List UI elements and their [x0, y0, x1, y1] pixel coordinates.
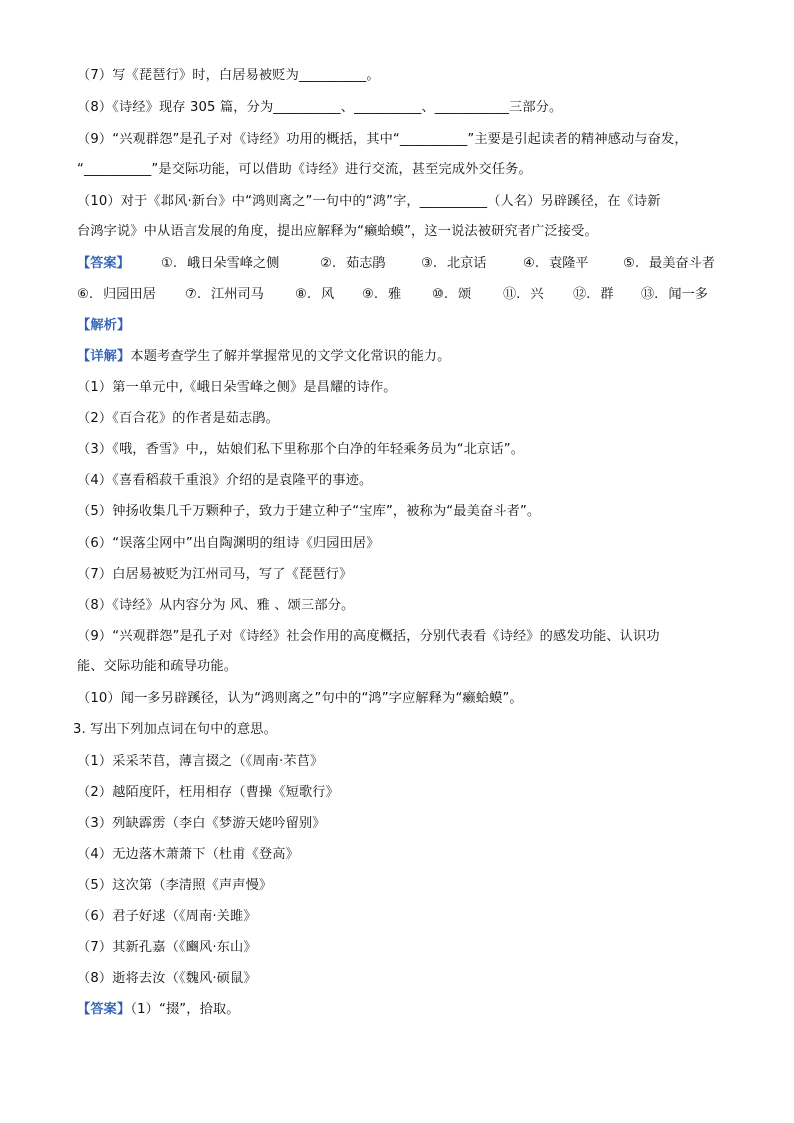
detail-intro: 本题考查学生了解并掌握常见的文学文化常识的能力。 — [130, 349, 451, 364]
answer-label: 【答案】 — [77, 256, 130, 271]
analysis-line: （5）钟扬收集几千万颗种子，致力于建立种子“宝库”，被称为“最美奋斗者”。 — [77, 504, 541, 519]
answer-number: ⑪. — [503, 287, 521, 302]
q3-item: （6）君子好逑（《周南·关雎》 — [77, 909, 257, 924]
analysis-line: （8）《诗经》从内容分为 风、雅 、颂三部分。 — [77, 598, 355, 613]
answer-item — [523, 254, 589, 274]
analysis-line: （9）“兴观群怨”是孔子对《诗经》社会作用的高度概括，分别代表看《诗经》的感发功能、认识功 — [77, 629, 660, 644]
q3-answer-text: （1）“掇”，拾取。 — [130, 1002, 240, 1017]
answer-text: 归园田居 — [103, 287, 156, 302]
answer-item — [320, 254, 386, 274]
answer-text: 群 — [600, 287, 614, 302]
answer-item — [432, 285, 471, 305]
question-line: （10）对于《邶风·新台》中“鸿则离之”一句中的“鸿”字，__________（人名）另辟蹊径，在《诗新 — [77, 194, 661, 209]
detail-line — [77, 347, 727, 367]
q3-answer-line — [77, 1000, 727, 1020]
answer-text: 雅 — [388, 287, 402, 302]
answer-item — [161, 254, 279, 274]
answer-text: 闻一多 — [668, 287, 708, 302]
answer-text: 风 — [321, 287, 335, 302]
analysis-label: 【解析】 — [77, 318, 131, 333]
question-3-title: 3. 写出下列加点词在句中的意思。 — [73, 722, 277, 737]
q3-answer-label: 【答案】 — [77, 1002, 131, 1017]
answer-number: ⑬. — [641, 287, 659, 302]
analysis-line: （7）白居易被贬为江州司马，写了《琵琶行》 — [77, 567, 353, 582]
answer-number: ②. — [320, 256, 337, 271]
answer-item — [503, 285, 544, 305]
answer-number: ④. — [523, 256, 540, 271]
analysis-line: （3）《哦，香雪》中,，姑娘们私下里称那个白净的年轻乘务员为“北京话”。 — [77, 442, 525, 457]
answer-number: ⑫. — [573, 287, 591, 302]
analysis-line: （4）《喜看稻菽千重浪》介绍的是袁隆平的事迹。 — [77, 473, 373, 488]
question-line: 台鸿字说》中从语言发展的角度，提出应解释为“癞蛤蟆”，这一说法被研究者广泛接受。 — [77, 224, 598, 239]
q3-item: （8）逝将去汝（《魏风·硕鼠》 — [77, 971, 257, 986]
answer-text: 袁隆平 — [549, 256, 589, 271]
answer-item — [77, 285, 156, 305]
answer-item — [185, 285, 264, 305]
answer-item — [421, 254, 487, 274]
q3-item: （5）这次第（李清照《声声慢》 — [77, 878, 273, 893]
analysis-line: （10）闻一多另辟蹊径，认为“鸿则离之”句中的“鸿”字应解释为“癞蛤蟆”。 — [77, 691, 523, 706]
answer-item — [641, 285, 708, 305]
answer-number: ①. — [161, 256, 178, 271]
question-line: （9）“兴观群怨”是孔子对《诗经》功用的概括，其中“__________”主要是引起读者的精神感动与奋发， — [77, 132, 688, 147]
answer-number: ⑤. — [623, 256, 640, 271]
answer-text: 江州司马 — [211, 287, 264, 302]
analysis-line: 能、交际功能和疏导功能。 — [77, 659, 238, 674]
answer-text: 兴 — [530, 287, 544, 302]
answer-text: 峨日朵雪峰之侧 — [187, 256, 280, 271]
detail-label: 【详解】 — [77, 349, 131, 364]
question-line: （8）《诗经》现存 305 篇，分为__________、__________、___________三部分。 — [77, 100, 563, 115]
answer-text: 北京话 — [447, 256, 487, 271]
question-line: （7）写《琵琶行》时，白居易被贬为__________。 — [77, 68, 380, 83]
q3-item: （3）列缺霹雳（李白《梦游天姥吟留别》 — [77, 816, 326, 831]
answer-number: ⑥. — [77, 287, 94, 302]
q3-item: （4）无边落木萧萧下（杜甫《登高》 — [77, 847, 299, 862]
answer-item — [573, 285, 614, 305]
answer-number: ⑨. — [362, 287, 379, 302]
analysis-line: （6）“误落尘网中”出自陶渊明的组诗《归园田居》 — [77, 536, 380, 551]
analysis-line: （2）《百合花》的作者是茹志鹃。 — [77, 411, 280, 426]
answer-text: 颂 — [458, 287, 472, 302]
answer-number: ⑩. — [432, 287, 449, 302]
answer-item — [362, 285, 401, 305]
q3-item: （1）采采芣苢，薄言掇之（《周南·芣苢》 — [77, 754, 324, 769]
answer-number: ⑧. — [295, 287, 312, 302]
answer-number: ⑦. — [185, 287, 202, 302]
answer-number: ③. — [421, 256, 438, 271]
answer-item — [295, 285, 334, 305]
analysis-line: （1）第一单元中,《峨日朵雪峰之侧》是昌耀的诗作。 — [77, 380, 397, 395]
answer-item — [623, 254, 715, 274]
question-line: “__________”是交际功能，可以借助《诗经》进行交流，甚至完成外交任务。 — [77, 162, 532, 177]
answer-text: 最美奋斗者 — [649, 256, 715, 271]
answer-text: 茹志鹃 — [346, 256, 386, 271]
q3-item: （7）其新孔嘉（《豳风·东山》 — [77, 940, 257, 955]
q3-item: （2）越陌度阡，枉用相存（曹操《短歌行》 — [77, 785, 339, 800]
